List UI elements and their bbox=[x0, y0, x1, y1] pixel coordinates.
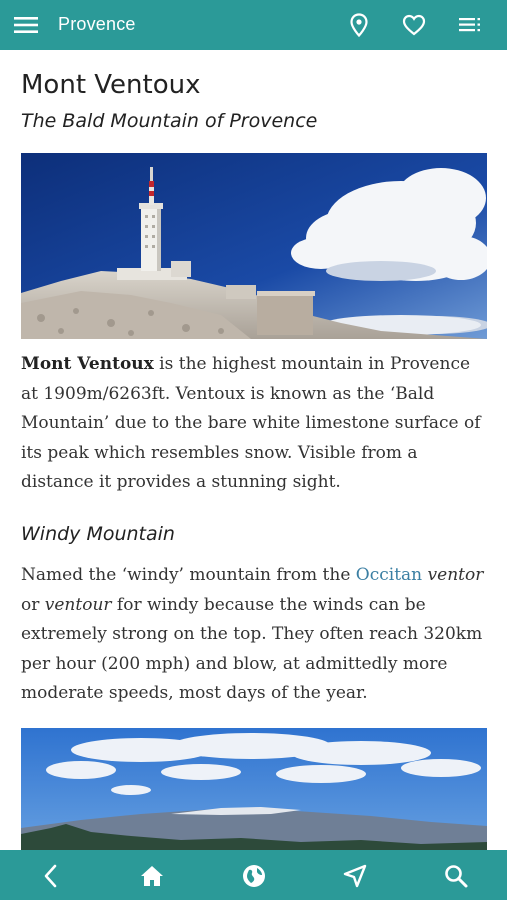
app-bar bbox=[0, 0, 507, 50]
windy-paragraph bbox=[21, 561, 487, 709]
mont-ventoux-distant-photo bbox=[21, 728, 487, 850]
ventor-term: ventor bbox=[427, 565, 484, 585]
back-icon[interactable] bbox=[38, 863, 64, 889]
heart-icon[interactable] bbox=[401, 12, 427, 38]
search-icon[interactable] bbox=[443, 863, 469, 889]
list-icon[interactable] bbox=[457, 12, 483, 38]
windy-text-1: Named the ‘windy’ mountain from the bbox=[21, 565, 356, 585]
map-pin-icon[interactable] bbox=[346, 12, 372, 38]
occitan-link[interactable]: Occitan bbox=[355, 565, 423, 585]
article bbox=[0, 50, 507, 850]
section-heading: Windy Mountain bbox=[21, 523, 175, 545]
mont-ventoux-summit-photo bbox=[21, 153, 487, 339]
ventour-term: ventour bbox=[44, 594, 112, 615]
home-icon[interactable] bbox=[139, 863, 165, 889]
menu-icon[interactable] bbox=[14, 15, 38, 35]
intro-bold-term: Mont Ventoux bbox=[21, 354, 154, 374]
bottom-nav bbox=[0, 850, 507, 900]
navigate-icon[interactable] bbox=[342, 863, 368, 889]
page-title: Mont Ventoux bbox=[21, 70, 201, 100]
intro-text: is the highest mountain in Provence at 1909m/6263ft. Ventoux is known as the ‘Bald Mountain’ due to the bare white limestone surface of its peak which resembles snow. Visible from a distance it provides a stunning sight. bbox=[21, 354, 481, 492]
page-subtitle: The Bald Mountain of Provence bbox=[21, 110, 318, 132]
intro-paragraph bbox=[21, 350, 487, 498]
app-title: Provence bbox=[58, 14, 136, 34]
windy-text-3: for windy because the winds can be extremely strong on the top. They often reach 320km per hour (200 mph) and blow, at admittedly more moderate speeds, most days of the year. bbox=[21, 594, 483, 703]
windy-text-2: or bbox=[21, 594, 45, 615]
globe-icon[interactable] bbox=[241, 863, 267, 889]
